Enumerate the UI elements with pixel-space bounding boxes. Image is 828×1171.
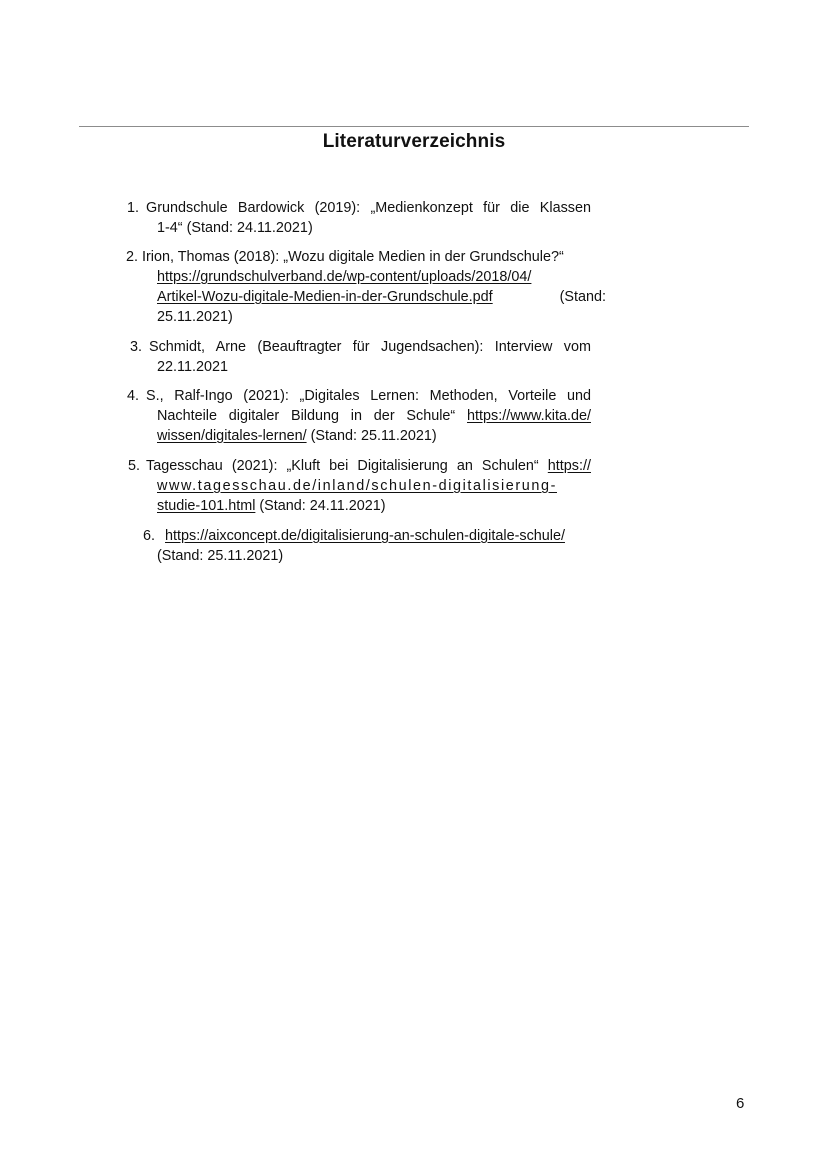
reference-link[interactable]: studie-101.html <box>157 498 256 514</box>
reference-number: 2. <box>126 249 139 265</box>
reference-text: 1-4“ (Stand: 24.11.2021) <box>157 220 313 236</box>
reference-number: 6. <box>143 528 156 544</box>
reference-item-4 <box>127 386 591 446</box>
reference-link[interactable]: wissen/digitales-lernen/ <box>157 428 307 444</box>
reference-link[interactable]: https://grundschulverband.de/wp-content/uploads/2018/04/ <box>157 269 532 285</box>
reference-link[interactable]: https://www.kita.de/ <box>467 408 591 424</box>
reference-item-2 <box>126 247 606 327</box>
reference-link[interactable]: Artikel-Wozu-digitale-Medien-in-der-Grundschule.pdf <box>157 289 493 305</box>
reference-text: (Stand: <box>559 289 606 305</box>
reference-link[interactable]: https:// <box>547 458 591 474</box>
reference-number: 4. <box>127 388 140 404</box>
header-rule <box>79 126 749 127</box>
reference-item-5 <box>128 456 591 516</box>
reference-text: Schmidt, Arne (Beauftragter für Jugendsachen): Interview vom <box>149 339 591 355</box>
reference-text: 22.11.2021 <box>157 359 228 375</box>
page-title: Literaturverzeichnis <box>322 131 506 152</box>
reference-text: Grundschule Bardowick (2019): „Medienkonzept für die Klassen <box>146 200 591 216</box>
reference-text: Nachteile digitaler Bildung in der Schule“ <box>157 408 456 424</box>
page-number: 6 <box>736 1095 745 1112</box>
reference-link[interactable]: https://aixconcept.de/digitalisierung-an-schulen-digitale-schule/ <box>165 528 565 544</box>
reference-number: 3. <box>130 339 143 355</box>
reference-text: (Stand: 25.11.2021) <box>157 548 284 564</box>
reference-number: 5. <box>128 458 141 474</box>
reference-item-1 <box>127 198 591 238</box>
reference-text: Irion, Thomas (2018): „Wozu digitale Medien in der Grundschule?“ <box>142 249 564 265</box>
reference-item-3 <box>130 337 591 377</box>
reference-number: 1. <box>127 200 140 216</box>
reference-text: (Stand: 24.11.2021) <box>259 498 386 514</box>
reference-link[interactable]: www.tagesschau.de/inland/schulen-digitalisierung- <box>157 478 557 494</box>
reference-text: S., Ralf-Ingo (2021): „Digitales Lernen: Methoden, Vorteile und <box>146 388 591 404</box>
reference-text: Tagesschau (2021): „Kluft bei Digitalisierung an Schulen“ <box>146 458 539 474</box>
reference-item-6 <box>143 526 597 566</box>
reference-text: 25.11.2021) <box>157 309 233 325</box>
reference-text: (Stand: 25.11.2021) <box>310 428 437 444</box>
